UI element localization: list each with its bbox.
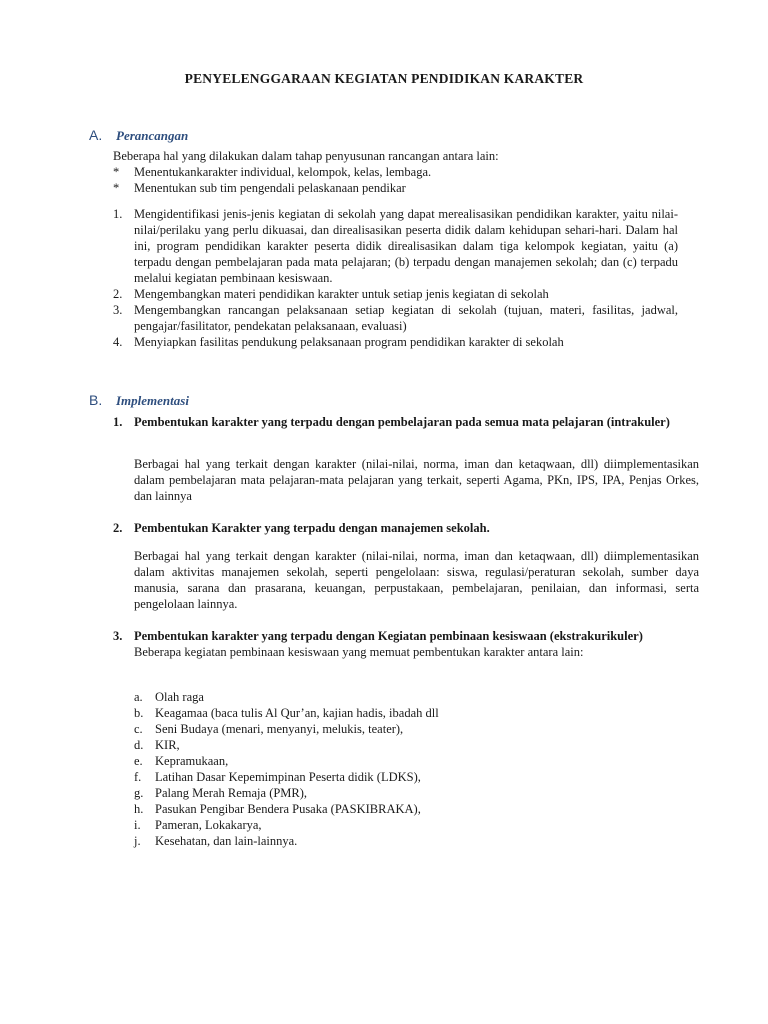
implementation-paragraph-2: Berbagai hal yang terkait dengan karakter (nilai-nilai, norma, iman dan ketaqwaan, dll) diimplementasikan dalam aktivitas manajemen sekolah, seperti pengelolaan: siswa, regulasi/peraturan sekolah, sumber daya manusia, sarana dan prasarana, keuangan, perpustakaan, pembelajaran, penilaian, dan informasi, serta pengelolaan lainnya.: [134, 549, 699, 611]
activity-item: [134, 705, 678, 721]
activity-marker: d.: [134, 738, 144, 752]
section-b-heading: [89, 392, 189, 412]
activity-marker: f.: [134, 770, 142, 784]
bullet-marker: *: [113, 165, 120, 179]
activity-text: Kepramukaan,: [155, 754, 229, 768]
bullet-item: [113, 164, 678, 180]
item-text: Menyiapkan fasilitas pendukung pelaksanaan program pendidikan karakter di sekolah: [134, 335, 564, 349]
item-number: 1.: [113, 415, 123, 429]
item-number: 2.: [113, 521, 123, 535]
implementation-item-1: [113, 414, 678, 430]
item-heading: Pembentukan Karakter yang terpadu dengan manajemen sekolah.: [134, 521, 490, 535]
activity-item: [134, 817, 678, 833]
activity-marker: j.: [134, 834, 141, 848]
section-a-title: Perancangan: [116, 128, 189, 143]
section-a-letter: A.: [89, 127, 103, 143]
activity-item: [134, 689, 678, 705]
item-number: 1.: [113, 207, 123, 221]
document-title: PENYELENGGARAAN KEGIATAN PENDIDIKAN KARAKTER: [184, 71, 584, 86]
activity-item: [134, 753, 678, 769]
activity-marker: b.: [134, 706, 144, 720]
implementation-heading: [113, 520, 678, 536]
implementation-paragraph-3: Beberapa kegiatan pembinaan kesiswaan yang memuat pembentukan karakter antara lain:: [134, 645, 584, 659]
activities-list: [134, 689, 678, 849]
numbered-item: [113, 334, 678, 350]
item-heading: Pembentukan karakter yang terpadu dengan pembelajaran pada semua mata pelajaran (intrakuler): [134, 415, 670, 429]
activity-marker: c.: [134, 722, 143, 736]
numbered-item: [113, 302, 678, 334]
implementation-paragraph-1: Berbagai hal yang terkait dengan karakter (nilai-nilai, norma, iman dan ketaqwaan, dll) diimplementasikan dalam pembelajaran mata pelajaran-mata pelajaran yang terkait, seperti Agama, PKn, IPS, IPA, Penjas Orkes, dan lainnya: [134, 457, 699, 503]
item-heading: Pembentukan karakter yang terpadu dengan Kegiatan pembinaan kesiswaan (ekstrakurikuler): [134, 629, 643, 643]
activity-marker: g.: [134, 786, 144, 800]
activity-item: [134, 769, 678, 785]
item-text: Mengembangkan rancangan pelaksanaan setiap kegiatan di sekolah (tujuan, materi, fasilitas, jadwal, pengajar/fasilitator, pendekatan pelaksanaan, evaluasi): [134, 303, 678, 333]
activity-text: Pasukan Pengibar Bendera Pusaka (PASKIBRAKA),: [155, 802, 421, 816]
section-a-heading: [89, 127, 188, 147]
section-b-title: Implementasi: [116, 393, 189, 408]
item-text: Mengidentifikasi jenis-jenis kegiatan di sekolah yang dapat merealisasikan pendidikan karakter, yaitu nilai-nilai/perilaku yang perlu dikuasai, dan direalisasikan peserta didik dalam kehidupan sehari-hari. Dalam hal ini, program pendidikan karakter peserta didik direalisasikan dalam tiga kelompok kegiatan, yaitu (a) terpadu dengan pembelajaran pada mata pelajaran; (b) terpadu dengan manajemen sekolah; dan (c) terpadu melalui kegiatan pembinaan kesiswaan.: [134, 207, 678, 285]
activity-marker: e.: [134, 754, 143, 768]
activity-text: Kesehatan, dan lain-lainnya.: [155, 834, 298, 848]
activity-text: Olah raga: [155, 690, 204, 704]
activity-marker: a.: [134, 690, 143, 704]
activity-item: [134, 721, 678, 737]
activity-item: [134, 801, 678, 817]
activity-text: Latihan Dasar Kepemimpinan Peserta didik (LDKS),: [155, 770, 421, 784]
activity-item: [134, 833, 678, 849]
item-number: 4.: [113, 335, 123, 349]
section-a-intro: Beberapa hal yang dilakukan dalam tahap penyusunan rancangan antara lain:: [113, 149, 499, 163]
numbered-item: [113, 206, 678, 286]
activity-text: KIR,: [155, 738, 180, 752]
activity-item: [134, 785, 678, 801]
activity-marker: h.: [134, 802, 144, 816]
bullet-text: Menentukan sub tim pengendali pelaskanaan pendikar: [134, 181, 406, 195]
activity-text: Seni Budaya (menari, menyanyi, melukis, teater),: [155, 722, 404, 736]
bullet-marker: *: [113, 181, 120, 195]
section-a-numbered-list: [113, 206, 678, 350]
implementation-heading: [113, 414, 678, 430]
item-number: 3.: [113, 303, 123, 317]
bullet-item: [113, 180, 678, 196]
implementation-item-3: [113, 628, 678, 660]
activity-text: Pameran, Lokakarya,: [155, 818, 262, 832]
bullet-text: Menentukankarakter individual, kelompok, kelas, lembaga.: [134, 165, 432, 179]
activity-text: Keagamaa (baca tulis Al Qur’an, kajian hadis, ibadah dll: [155, 706, 439, 720]
implementation-heading: [113, 628, 678, 644]
activity-text: Palang Merah Remaja (PMR),: [155, 786, 308, 800]
numbered-item: [113, 286, 678, 302]
item-number: 2.: [113, 287, 123, 301]
activity-item: [134, 737, 678, 753]
section-a-intro-block: [113, 148, 678, 196]
item-number: 3.: [113, 629, 123, 643]
activity-marker: i.: [134, 818, 141, 832]
section-b-letter: B.: [89, 392, 103, 408]
item-text: Mengembangkan materi pendidikan karakter untuk setiap jenis kegiatan di sekolah: [134, 287, 549, 301]
implementation-item-2: [113, 520, 678, 536]
